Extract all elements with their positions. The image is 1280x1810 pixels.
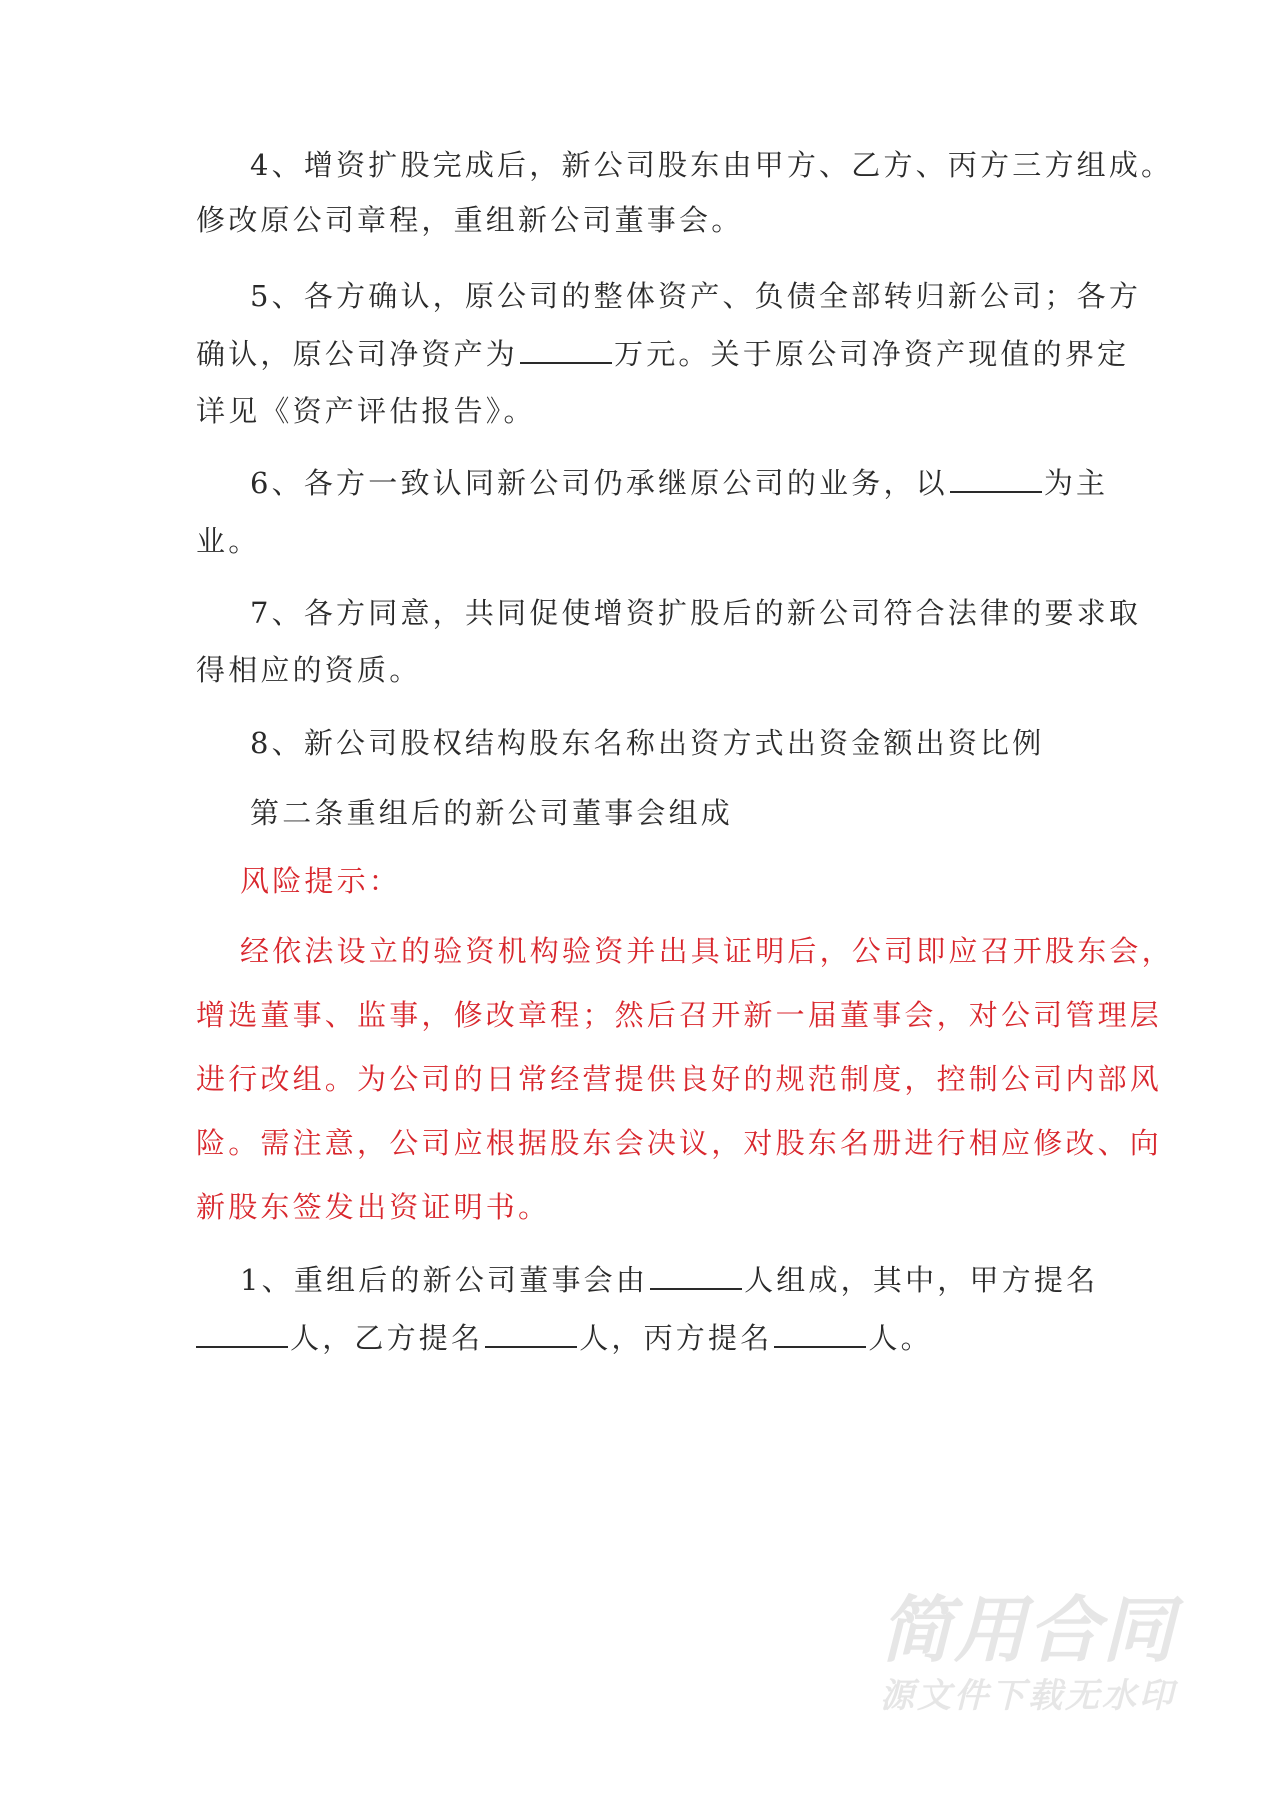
watermark-brand: 简用合同 xyxy=(880,1588,1177,1672)
item-4-line-1: 4、增资扩股完成后，新公司股东由甲方、乙方、丙方三方组成。 xyxy=(250,148,1174,182)
board-text-a: 1、重组后的新公司董事会由 xyxy=(240,1263,649,1297)
item-7-line-1: 7、各方同意，共同促使增资扩股后的新公司符合法律的要求取 xyxy=(250,596,1142,630)
item-5-line-3: 详见《资产评估报告》。 xyxy=(196,394,536,428)
risk-line-1: 经依法设立的验资机构验资并出具证明后，公司即应召开股东会， xyxy=(240,934,1174,968)
board-text-b: 人组成，其中，甲方提名 xyxy=(744,1263,1099,1297)
main-business-blank[interactable] xyxy=(950,487,1042,493)
item-5-text-a: 确认，原公司净资产为 xyxy=(196,337,519,371)
item-7-line-2: 得相应的资质。 xyxy=(196,653,422,687)
risk-line-4: 险。需注意，公司应根据股东会决议，对股东名册进行相应修改、向 xyxy=(196,1126,1163,1160)
item-8-line: 8、新公司股权结构股东名称出资方式出资金额出资比例 xyxy=(250,726,1045,760)
item-5-text-b: 万元。关于原公司净资产现值的界定 xyxy=(614,337,1130,371)
item-5-line-2 xyxy=(196,337,1129,371)
board-text-c: 人，乙方提名 xyxy=(290,1321,484,1355)
watermark-slogan: 源文件下载无水印 xyxy=(880,1676,1176,1716)
item-6-text-a: 6、各方一致认同新公司仍承继原公司的业务，以 xyxy=(250,466,948,500)
item-6-line-1 xyxy=(250,466,1108,500)
board-text-d: 人，丙方提名 xyxy=(579,1321,773,1355)
item-5-line-1: 5、各方确认，原公司的整体资产、负债全部转归新公司；各方 xyxy=(250,279,1142,313)
clause-2-heading: 第二条重组后的新公司董事会组成 xyxy=(250,796,734,830)
watermark xyxy=(880,1588,1220,1718)
board-text-e: 人。 xyxy=(868,1321,933,1355)
risk-line-5: 新股东签发出资证明书。 xyxy=(196,1190,551,1224)
board-item-1-line-1 xyxy=(240,1263,1098,1297)
risk-line-2: 增选董事、监事，修改章程；然后召开新一届董事会，对公司管理层 xyxy=(196,998,1163,1032)
party-c-nominees-blank[interactable] xyxy=(774,1342,866,1348)
board-item-1-line-2 xyxy=(196,1321,933,1355)
risk-line-3: 进行改组。为公司的日常经营提供良好的规范制度，控制公司内部风 xyxy=(196,1062,1163,1096)
board-size-blank[interactable] xyxy=(650,1284,742,1290)
item-6-line-2: 业。 xyxy=(196,524,261,558)
item-6-text-b: 为主 xyxy=(1043,466,1109,500)
risk-tip-title: 风险提示： xyxy=(240,864,402,898)
item-4-line-2: 修改原公司章程，重组新公司董事会。 xyxy=(196,203,744,237)
net-assets-blank[interactable] xyxy=(520,358,612,364)
party-a-nominees-blank[interactable] xyxy=(196,1342,288,1348)
party-b-nominees-blank[interactable] xyxy=(485,1342,577,1348)
